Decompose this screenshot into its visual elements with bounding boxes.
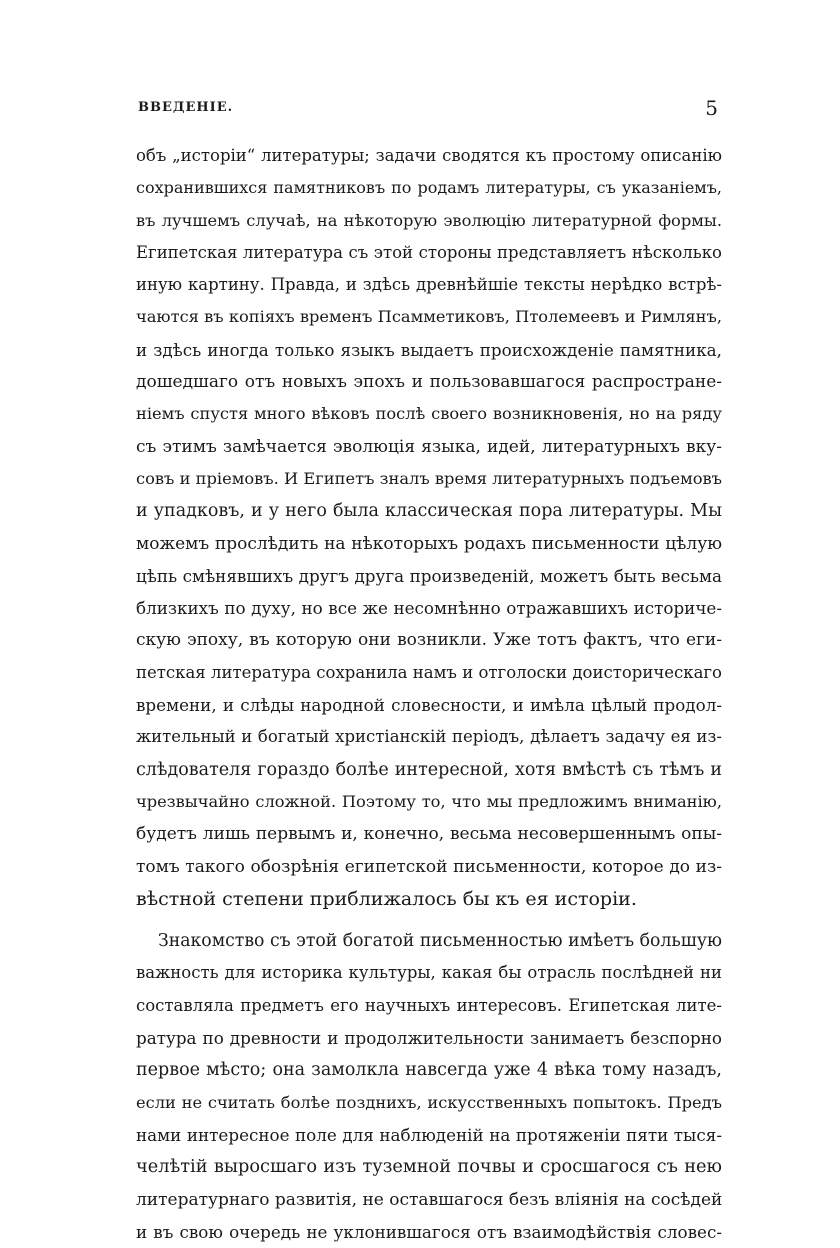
text-line: нами интересное поле для наблюденій на протяженіи пяти тыся- <box>136 1124 722 1145</box>
text-line: ратура по древности и продолжительности занимаетъ безспорно <box>136 1028 722 1049</box>
paragraph-1 <box>136 140 722 915</box>
text-line: ніемъ спустя много вѣковъ послѣ своего возникновенія, но на ряду <box>136 404 722 424</box>
text-line: Знакомство съ этой богатой письменностью имѣетъ большую <box>158 931 722 952</box>
text-line: томъ такого обозрѣнія египетской письменности, которое до из- <box>136 856 722 877</box>
page-number: 5 <box>705 96 718 120</box>
text-line: объ „исторіи“ литературы; задачи сводятся къ простому описанію <box>136 146 722 165</box>
text-line: можемъ прослѣдить на нѣкоторыхъ родахъ письменности цѣлую <box>136 533 722 554</box>
text-line: и упадковъ, и у него была классическая пора литературы. Мы <box>136 501 722 522</box>
text-line: слѣдователя гораздо болѣе интересной, хотя вмѣстѣ съ тѣмъ и <box>136 759 722 780</box>
text-line: литературнаго развитія, не оставшагося безъ вліянія на сосѣдей <box>136 1189 723 1210</box>
text-line: цѣпь смѣнявшихъ другъ друга произведеній, можетъ быть весьма <box>136 565 722 586</box>
text-line: времени, и слѣды народной словесности, и имѣла цѣлый продол- <box>136 695 722 716</box>
text-line: дошедшаго отъ новыхъ эпохъ и пользовавшагося распростране- <box>136 372 722 393</box>
text-line: петская литература сохранила намъ и отголоски доисторическаго <box>136 662 722 682</box>
chapter-title: ВВЕДЕНIЕ. <box>138 100 234 115</box>
text-line: вѣстной степени приближалось бы къ ея исторіи. <box>136 887 637 910</box>
text-line: составляла предметъ его научныхъ интересовъ. Египетская лите- <box>136 995 722 1015</box>
text-line: будетъ лишь первымъ и, конечно, весьма несовершеннымъ опы- <box>136 824 722 845</box>
text-line: первое мѣсто; она замолкла навсегда уже 4 вѣка тому назадъ, <box>136 1060 722 1081</box>
text-line: совъ и пріемовъ. И Египетъ зналъ время литературныхъ подъемовъ <box>136 468 722 488</box>
paragraph-2 <box>136 925 722 1248</box>
text-line: въ лучшемъ случаѣ, на нѣкоторую эволюцію литературной формы. <box>136 210 722 230</box>
text-line: сохранившихся памятниковъ по родамъ литературы, съ указаніемъ, <box>136 178 722 198</box>
text-line: если не считать болѣе позднихъ, искусственныхъ попытокъ. Предъ <box>136 1092 722 1112</box>
body-text <box>136 140 722 1248</box>
running-head <box>138 96 718 120</box>
text-line: иную картину. Правда, и здѣсь древнѣйшіе тексты нерѣдко встрѣ- <box>136 275 722 295</box>
text-line: съ этимъ замѣчается эволюція языка, идей, литературныхъ вку- <box>136 436 722 457</box>
text-line: скую эпоху, въ которую они возникли. Уже тотъ фактъ, что еги- <box>136 630 722 651</box>
text-line: Египетская литература съ этой стороны представляетъ нѣсколько <box>136 242 722 262</box>
text-line: важность для историка культуры, какая бы отрасль послѣдней ни <box>136 963 722 983</box>
text-line: близкихъ по духу, но все же несомнѣнно отражавшихъ историче- <box>136 598 722 619</box>
text-line: жительный и богатый христіанскій періодъ, дѣлаетъ задачу ея из- <box>136 727 722 747</box>
paragraph-gap <box>136 915 722 925</box>
text-line: чрезвычайно сложной. Поэтому то, что мы предложимъ вниманію, <box>136 791 722 811</box>
text-line: и въ свою очередь не уклонившагося отъ взаимодѣйствія словес- <box>136 1221 722 1242</box>
text-line: чаются въ копіяхъ временъ Псамметиковъ, Птолемеевъ и Римлянъ, <box>136 307 722 327</box>
text-line: и здѣсь иногда только языкъ выдаетъ происхожденіе памятника, <box>136 339 722 360</box>
text-line: челѣтій выросшаго изъ туземной почвы и сросшагося съ нею <box>136 1157 722 1178</box>
